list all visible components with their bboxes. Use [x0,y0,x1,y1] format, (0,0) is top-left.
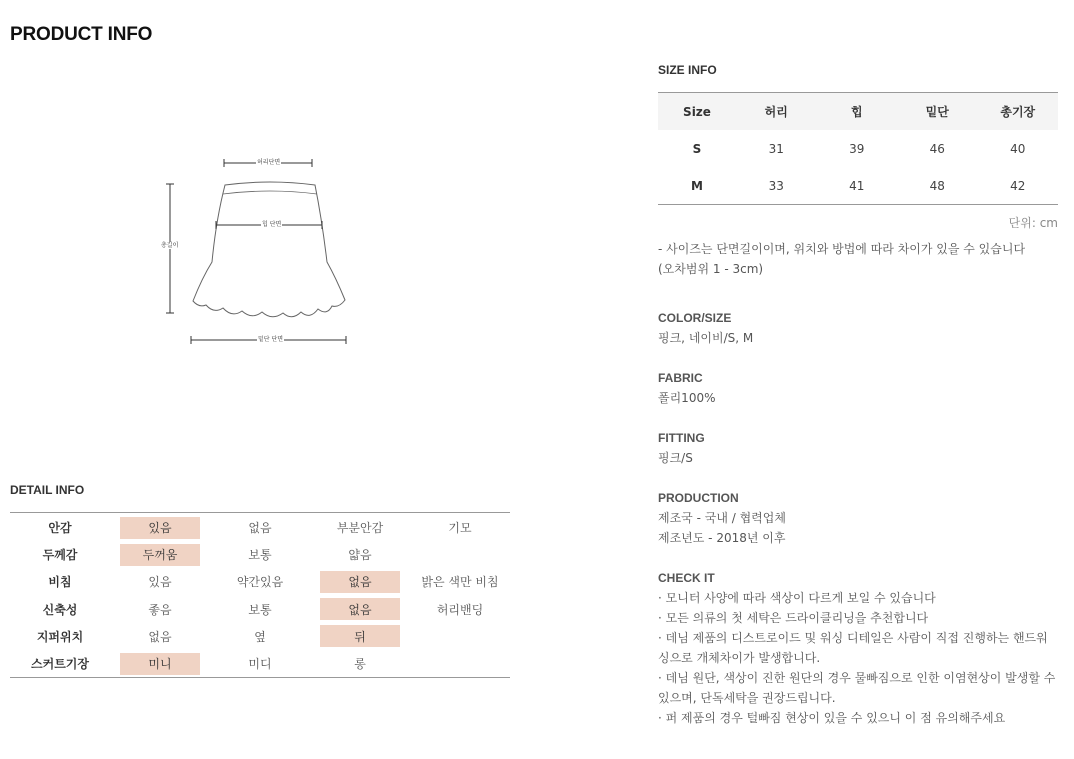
size-column-header: 밑단 [925,105,949,119]
size-note [658,239,1058,279]
detail-row-label: 스커트기장 [31,657,89,672]
check-it-item: · 퍼 제품의 경우 털빠짐 현상이 있을 수 있으니 이 점 유의해주세요 [658,711,1006,725]
size-column-header: 힙 [850,105,863,119]
detail-option-selected: 두꺼움 [120,544,200,566]
size-table-row [658,130,1058,167]
detail-option: 미디 [248,657,272,672]
check-it-item: · 데님 원단, 색상이 진한 원단의 경우 물빠짐으로 인한 이염현상이 발생할 수 있으며, 단독세탁을 권장드립니다. [658,671,1056,705]
size-cell: 46 [929,141,945,156]
fabric-text: 폴리100% [658,391,716,405]
detail-row-label: 비침 [48,575,72,590]
size-note-line: (오차범위 1 - 3cm) [658,262,764,276]
detail-option: 약간있음 [236,575,284,590]
size-note-line: - 사이즈는 단면길이이며, 위치와 방법에 따라 차이가 있을 수 있습니다 [658,242,1026,256]
detail-row-lining [10,514,510,541]
production-heading: PRODUCTION [658,491,739,505]
detail-row-skirt-length [10,650,510,677]
size-cell: S [692,141,702,156]
detail-option: 좋음 [148,602,172,617]
detail-info-table [10,512,510,678]
detail-row-label: 지퍼위치 [36,629,84,644]
check-it-item: · 모든 의류의 첫 세탁은 드라이클리닝을 추천합니다 [658,611,929,625]
size-cell: 42 [1010,178,1026,193]
detail-option [420,653,500,675]
check-it-item: · 데님 제품의 디스트로이드 및 워싱 디테일은 사람이 직접 진행하는 핸드워싱으로 개체차이가 발생합니다. [658,631,1048,665]
fitting-heading: FITTING [658,431,705,445]
hip-label: 힙 단면 [262,221,282,228]
size-table-header [658,93,1058,130]
detail-option: 허리밴딩 [436,602,484,617]
fitting-section [658,428,1068,468]
check-it-item: · 모니터 사양에 따라 색상이 다르게 보일 수 있습니다 [658,591,936,605]
detail-info-heading: DETAIL INFO [10,483,85,497]
detail-option: 부분안감 [336,521,384,536]
detail-option: 밝은 색만 비침 [421,575,499,590]
color-size-section [658,308,1068,348]
size-info-heading: SIZE INFO [658,63,717,77]
size-cell: 40 [1010,141,1026,156]
detail-option: 있음 [148,575,172,590]
detail-row-label: 두께감 [42,548,78,563]
length-label: 총길이 [161,242,179,249]
hem-label: 밑단 단면 [258,336,284,343]
color-size-text: 핑크, 네이비/S, M [658,331,754,345]
detail-row-zipper [10,623,510,650]
detail-option-selected: 없음 [320,598,400,620]
fitting-text: 핑크/S [658,451,693,465]
size-column-header: 총기장 [1000,105,1036,119]
fabric-heading: FABRIC [658,371,703,385]
detail-option-selected: 미니 [120,653,200,675]
size-column-header: Size [683,104,711,119]
production-section [658,488,1068,548]
skirt-measurement-diagram [150,150,370,350]
production-country: 제조국 - 국내 / 협력업체 [658,511,786,525]
production-year: 제조년도 - 2018년 이후 [658,531,786,545]
detail-option [420,544,500,566]
detail-row-sheerness [10,568,510,595]
skirt-outline-illustration [150,150,370,350]
detail-row-label: 신축성 [42,602,78,617]
detail-option-selected: 있음 [120,517,200,539]
size-unit: 단위: cm [1008,216,1058,230]
size-cell: M [691,178,703,193]
detail-option-selected: 뒤 [320,625,400,647]
size-cell: 31 [768,141,784,156]
detail-option: 롱 [354,657,366,672]
size-table-row [658,167,1058,204]
size-cell: 33 [768,178,784,193]
size-info-table [658,92,1058,205]
detail-option: 없음 [148,629,172,644]
detail-option-selected: 없음 [320,571,400,593]
page-title: PRODUCT INFO [10,24,153,45]
size-cell: 41 [849,178,865,193]
check-it-section [658,568,1058,728]
detail-option: 보통 [248,548,272,563]
fabric-section [658,368,1068,408]
detail-option: 기모 [448,521,472,536]
detail-row-stretch [10,596,510,623]
size-column-header: 허리 [764,105,788,119]
detail-option: 보통 [248,602,272,617]
detail-option: 옆 [254,629,266,644]
waist-label: 허리단면 [257,159,281,166]
size-cell: 48 [929,178,945,193]
detail-option [420,625,500,647]
detail-option: 얇음 [348,548,372,563]
size-cell: 39 [849,141,865,156]
detail-row-thickness [10,541,510,568]
detail-row-label: 안감 [48,521,72,536]
detail-option: 없음 [248,521,272,536]
color-size-heading: COLOR/SIZE [658,311,732,325]
check-it-heading: CHECK IT [658,571,715,585]
